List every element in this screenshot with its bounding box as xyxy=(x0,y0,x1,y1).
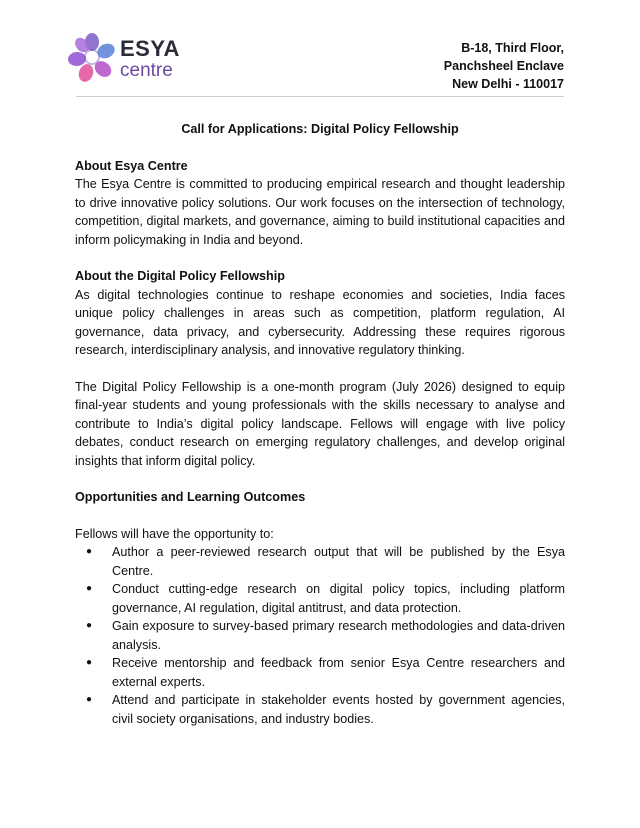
address-line: Panchsheel Enclave xyxy=(443,59,564,73)
address-block xyxy=(444,39,564,93)
address-line: New Delhi - 110017 xyxy=(452,77,564,91)
list-item: ● Conduct cutting-edge research on digital policy topics, including platform governance, AI regulation, digital antitrust, and data protection. xyxy=(112,580,565,617)
section-paragraph: The Digital Policy Fellowship is a one-month program (July 2026) designed to equip final-year students and young professionals with the skills necessary to analyse and contribute to India’s digital policy landscape. Fellows will engage with live policy debates, conduct research on emerging regulatory challenges, and develop original insights that inform digital policy. xyxy=(75,379,565,468)
opportunities-intro: Fellows will have the opportunity to: xyxy=(75,526,274,541)
section-heading-opportunities: Opportunities and Learning Outcomes xyxy=(75,490,306,504)
section-paragraph: The Esya Centre is committed to producing empirical research and thought leadership to drive innovative policy solutions. Our work focuses on the intersection of technology, competition, digital markets, and governance, aiming to build institutional capacities and inform policymaking in India and beyond. xyxy=(75,177,565,247)
opportunities-list xyxy=(75,543,565,728)
esya-centre-logo xyxy=(68,32,188,84)
address-line: B-18, Third Floor, xyxy=(461,41,564,55)
section-heading-about-esya: About Esya Centre xyxy=(75,158,188,173)
header-divider xyxy=(76,96,564,97)
logo-subname: centre xyxy=(120,60,173,81)
logo-name: ESYA xyxy=(120,36,180,61)
document-title: Call for Applications: Digital Policy Fellowship xyxy=(181,122,459,136)
section-heading-about-fellowship: About the Digital Policy Fellowship xyxy=(75,269,285,283)
logo-wordmark xyxy=(120,38,180,80)
section-paragraph: As digital technologies continue to reshape economies and societies, India faces unique policy challenges in areas such as competition, platform regulation, AI governance, data privacy, and cybersecurity. Addressing these requires rigorous research, interdisciplinary analysis, and innovative regulatory thinking. xyxy=(75,287,565,357)
list-item: ● Gain exposure to survey-based primary research methodologies and data-driven analysis. xyxy=(112,617,565,654)
document-body xyxy=(75,120,565,728)
list-item: ● Author a peer-reviewed research output that will be published by the Esya Centre. xyxy=(112,543,565,580)
list-item: ● Attend and participate in stakeholder events hosted by government agencies, civil society organisations, and industry bodies. xyxy=(112,691,565,728)
esya-logo-mark-icon xyxy=(68,32,116,82)
list-item: ● Receive mentorship and feedback from senior Esya Centre researchers and external experts. xyxy=(112,654,565,691)
